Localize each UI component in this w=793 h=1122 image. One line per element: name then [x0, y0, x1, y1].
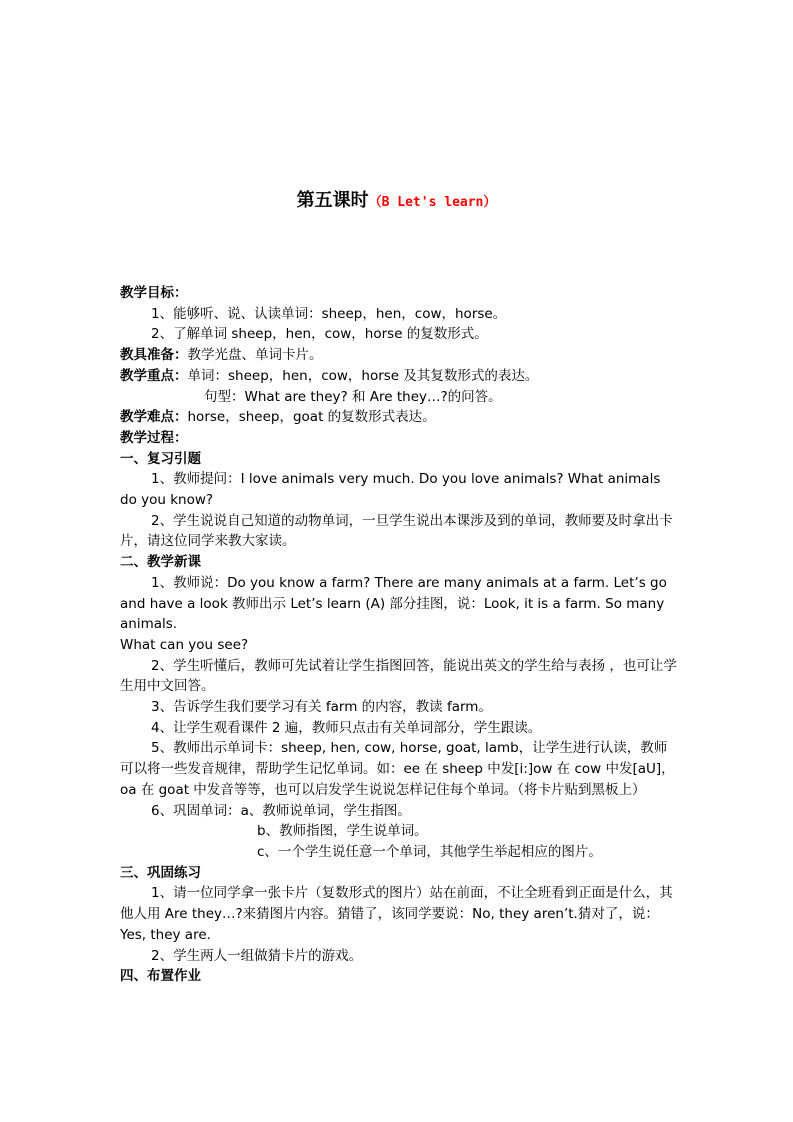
prep-text: 教学光盘、单词卡片。	[187, 347, 323, 364]
difficulty-label: 教学难点：	[120, 409, 188, 426]
part1-item: 2、学生说说自己知道的动物单词，一旦学生说出本课涉及到的单词，教师要及时拿出卡片，请这位同学来教大家读。	[120, 512, 673, 550]
focus-text-2: 句型：What are they? 和 Are they…?的问答。	[204, 388, 502, 405]
part2-subitem: b、教师指图，学生说单词。	[257, 823, 428, 840]
part3-item: 1、请一位同学拿一张卡片（复数形式的图片）站在前面，不让全班看到正面是什么，其他人用 Are they…?来猜图片内容。猜错了，该同学要说：No, they aren’t.猜对了，说：Yes, they are.	[120, 885, 673, 943]
prep-row	[120, 345, 680, 366]
focus-label: 教学重点：	[120, 367, 188, 384]
part2-item: 4、让学生观看课件 2 遍，教师只点击有关单词部分，学生跟读。	[151, 719, 542, 736]
part3-heading: 三、巩固练习	[120, 864, 201, 881]
focus-text: 单词：sheep，hen，cow，horse 及其复数形式的表达。	[187, 367, 539, 384]
prep-label: 教具准备：	[120, 347, 188, 364]
part2-item: 6、巩固单词：a、教师说单词，学生指图。	[151, 802, 411, 819]
lesson-title-main: 第五课时	[296, 190, 369, 211]
part2-heading: 二、教学新课	[120, 554, 201, 571]
focus-row	[120, 366, 680, 387]
part3-item: 2、学生两人一组做猜卡片的游戏。	[151, 947, 363, 964]
goal-item: 1、能够听、说、认读单词：sheep，hen，cow，horse。	[151, 305, 507, 322]
part2-subitem: c、一个学生说任意一个单词，其他学生举起相应的图片。	[257, 843, 602, 860]
part2-item-continued: What can you see?	[120, 636, 249, 653]
part1-heading: 一、复习引题	[120, 450, 201, 467]
part1-item: 1、教师提问：I love animals very much. Do you love animals? What animals do you know?	[120, 471, 661, 509]
difficulty-row	[120, 407, 680, 428]
part4-heading: 四、布置作业	[120, 968, 201, 985]
lesson-body	[120, 283, 680, 987]
part2-item: 5、教师出示单词卡：sheep, hen, cow, horse, goat, lamb，让学生进行认读，教师可以将一些发音规律，帮助学生记忆单词。如：ee 在 sheep 中发[i:]ow 在 cow 中发[aU]，oa 在 goat 中发音等等，也可以启发学生说说怎样记住每个单词。（将卡片贴到黑板上）	[120, 740, 675, 798]
lesson-title-sub: （B Let's learn）	[368, 195, 497, 210]
process-label: 教学过程：	[120, 429, 188, 446]
part2-item: 1、教师说：Do you know a farm? There are many animals at a farm. Let’s go and have a look 教师出示 Let’s learn (A) 部分挂图，说：Look, it is a farm. So many animals.	[120, 574, 667, 633]
part2-item: 2、学生听懂后，教师可先试着让学生指图回答，能说出英文的学生给与表扬 ，也可让学生用中文回答。	[120, 657, 677, 695]
goal-item: 2、了解单词 sheep，hen，cow，horse 的复数形式。	[151, 326, 488, 343]
goals-label: 教学目标：	[120, 285, 188, 301]
part2-item: 3、告诉学生我们要学习有关 farm 的内容，教读 farm。	[151, 699, 492, 716]
difficulty-text: horse，sheep，goat 的复数形式表达。	[187, 409, 436, 426]
lesson-title	[0, 186, 793, 218]
